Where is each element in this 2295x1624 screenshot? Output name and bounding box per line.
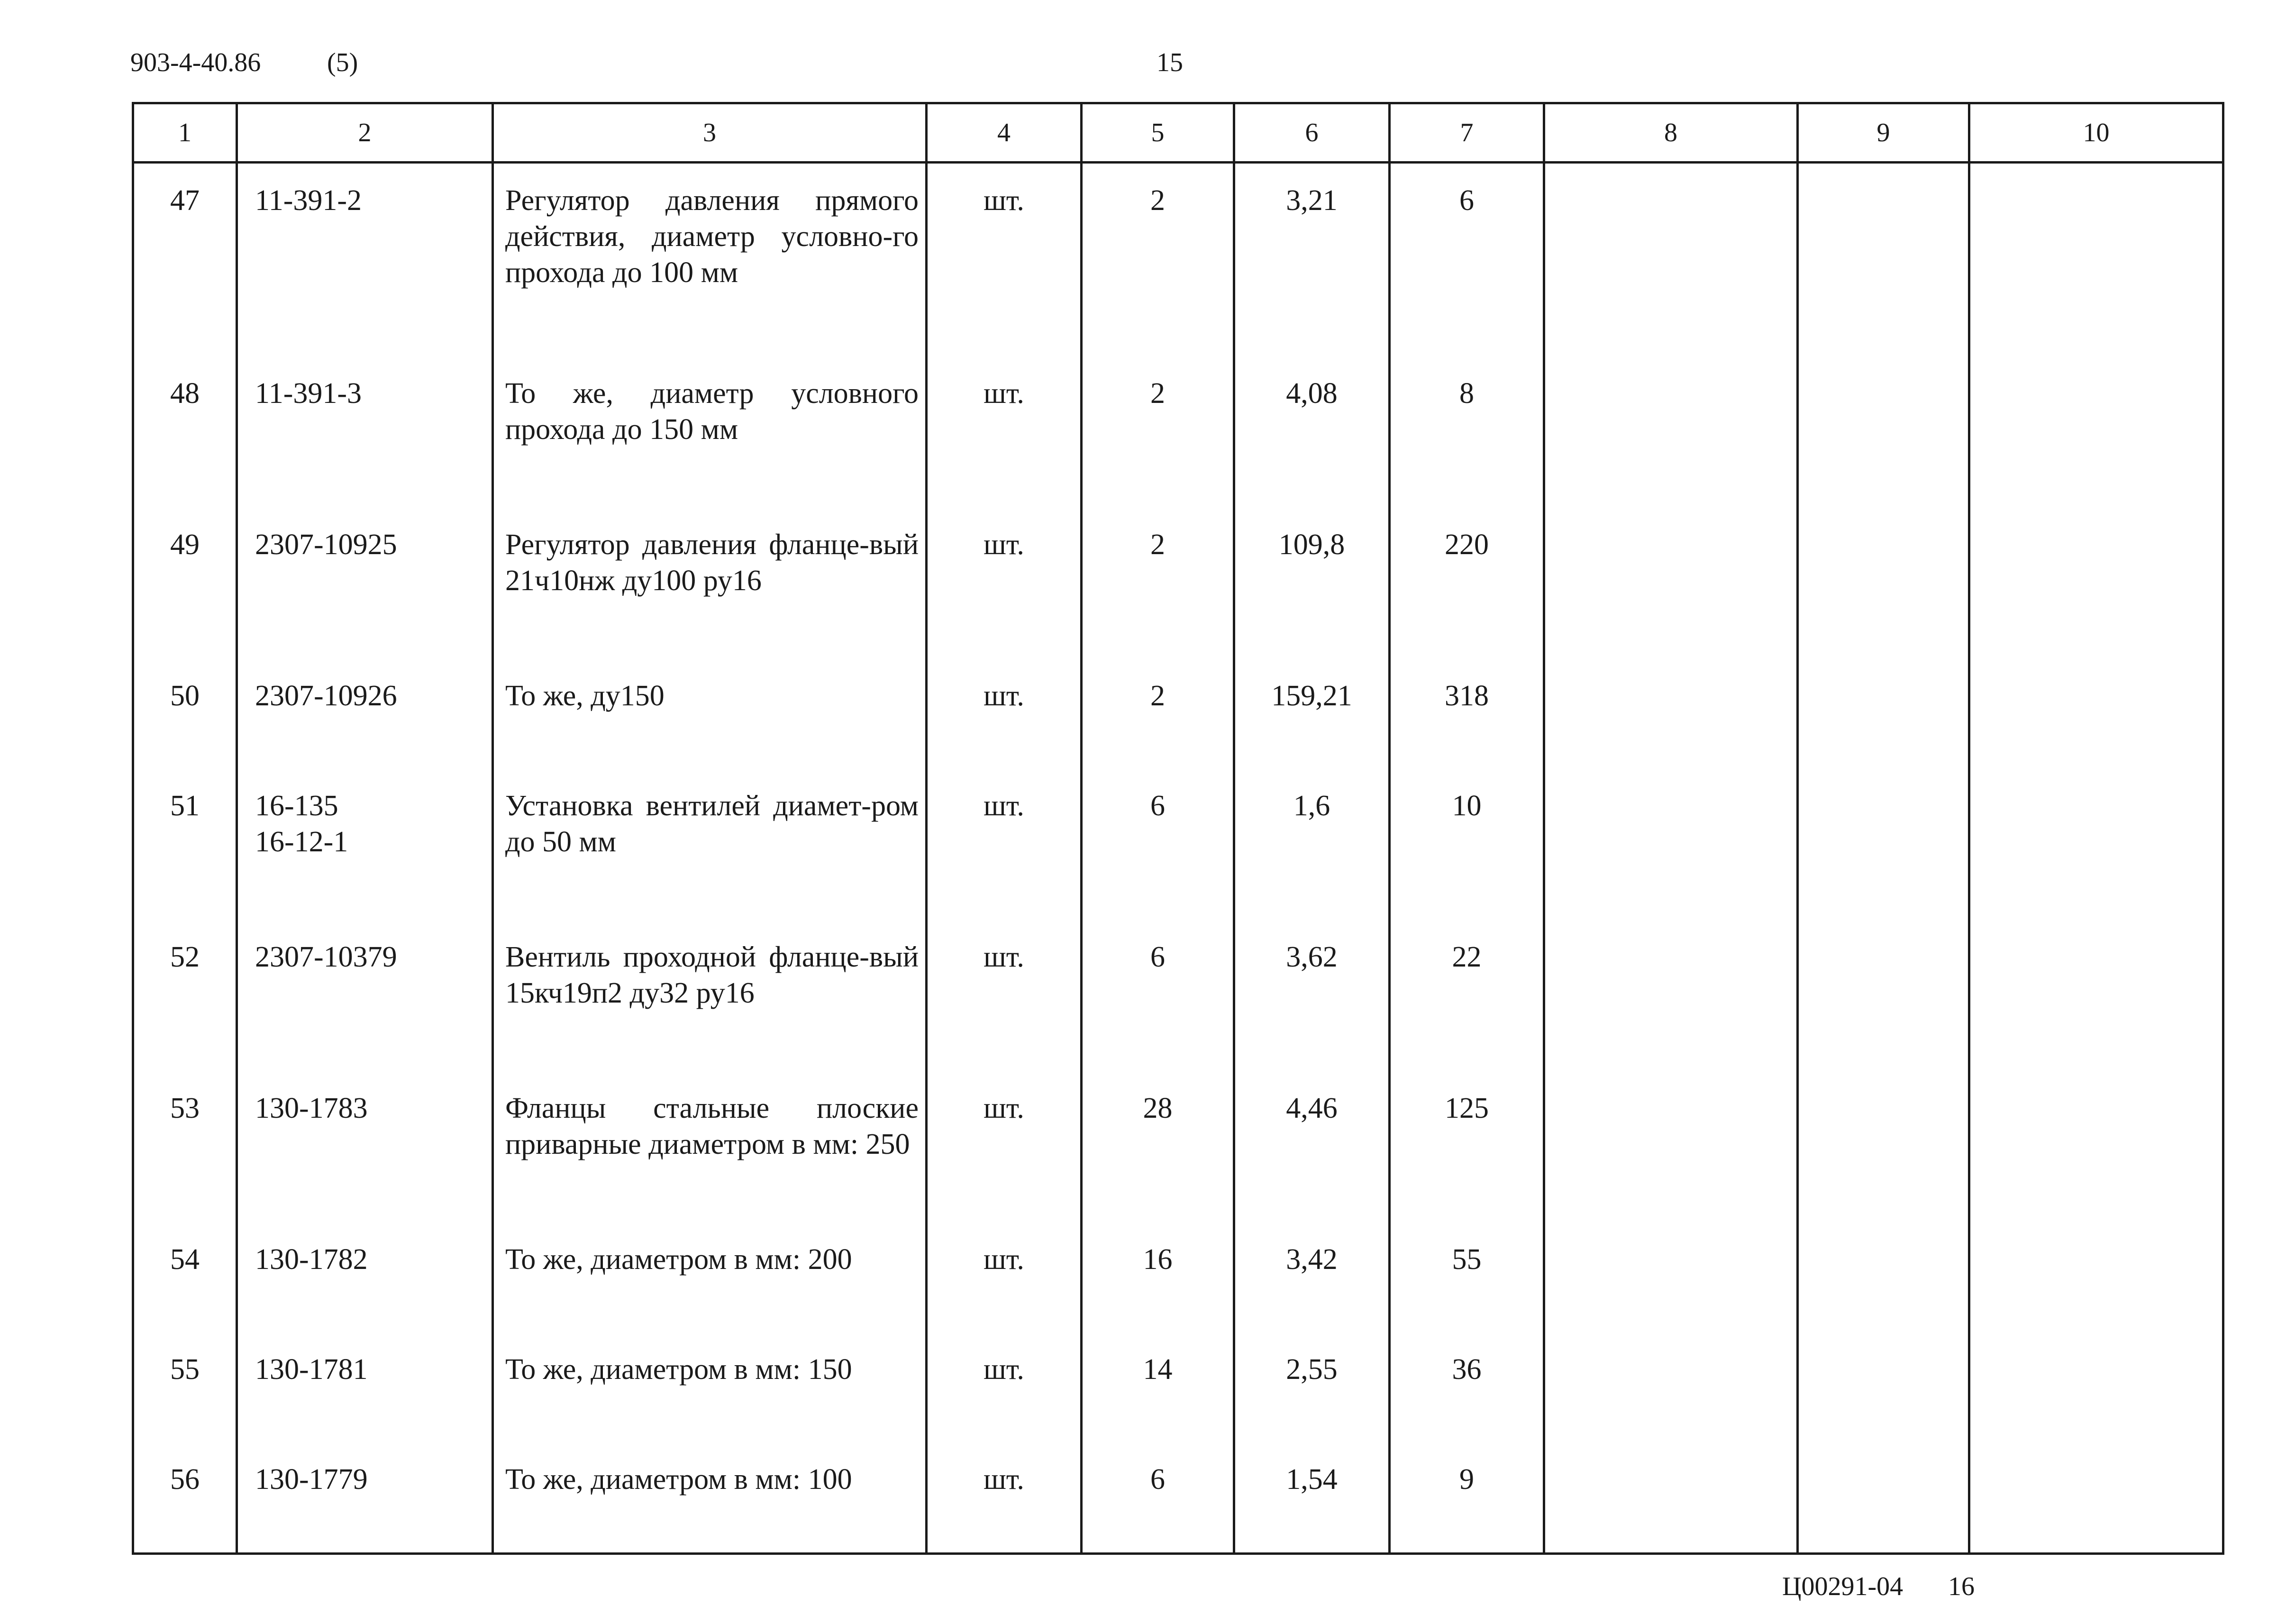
specification-table [132, 102, 2224, 1555]
table-row [133, 920, 2223, 1071]
row-number: 54 [133, 1223, 237, 1332]
row-col-8 [1544, 1071, 1798, 1223]
row-col-10 [1969, 920, 2223, 1071]
row-total: 9 [1390, 1442, 1544, 1552]
row-quantity: 16 [1082, 1223, 1234, 1332]
row-col-9 [1798, 1071, 1969, 1223]
table-row [133, 356, 2223, 508]
table-row [133, 659, 2223, 769]
row-total: 6 [1390, 163, 1544, 356]
row-price: 2,55 [1234, 1332, 1390, 1442]
row-total: 10 [1390, 769, 1544, 920]
column-header-row [133, 103, 2223, 163]
row-number: 50 [133, 659, 237, 769]
column-header-4: 4 [927, 103, 1082, 163]
row-col-9 [1798, 659, 1969, 769]
row-unit: шт. [927, 920, 1082, 1071]
row-col-10 [1969, 769, 2223, 920]
row-code: 11-391-3 [237, 356, 493, 508]
table-row [133, 1332, 2223, 1442]
row-col-8 [1544, 163, 1798, 356]
row-col-10 [1969, 163, 2223, 356]
row-quantity: 2 [1082, 163, 1234, 356]
row-name: Регулятор давления фланце-вый 21ч10нж ду100 ру16 [493, 508, 927, 659]
row-col-10 [1969, 1332, 2223, 1442]
row-name: Регулятор давления прямого действия, диаметр условно-го прохода до 100 мм [493, 163, 927, 356]
row-number: 47 [133, 163, 237, 356]
row-name: То же, диаметром в мм: 150 [493, 1332, 927, 1442]
row-total: 55 [1390, 1223, 1544, 1332]
row-name: То же, ду150 [493, 659, 927, 769]
column-header-2: 2 [237, 103, 493, 163]
row-quantity: 6 [1082, 920, 1234, 1071]
table-empty-space [133, 1552, 2223, 1554]
row-col-10 [1969, 356, 2223, 508]
row-unit: шт. [927, 769, 1082, 920]
row-price: 4,46 [1234, 1071, 1390, 1223]
row-number: 56 [133, 1442, 237, 1552]
row-number: 53 [133, 1071, 237, 1223]
page-header [0, 47, 2295, 90]
table-row [133, 163, 2223, 356]
page-number: 15 [1157, 48, 1183, 77]
row-name: Фланцы стальные плоские приварные диаметром в мм: 250 [493, 1071, 927, 1223]
table-row [133, 1223, 2223, 1332]
row-col-10 [1969, 1442, 2223, 1552]
row-col-8 [1544, 508, 1798, 659]
table-row [133, 508, 2223, 659]
row-price: 4,08 [1234, 356, 1390, 508]
row-quantity: 6 [1082, 769, 1234, 920]
row-col-10 [1969, 659, 2223, 769]
row-code: 130-1783 [237, 1071, 493, 1223]
row-col-9 [1798, 769, 1969, 920]
row-price: 1,54 [1234, 1442, 1390, 1552]
row-col-9 [1798, 163, 1969, 356]
row-price: 3,21 [1234, 163, 1390, 356]
row-col-10 [1969, 508, 2223, 659]
table-row [133, 1071, 2223, 1223]
row-quantity: 2 [1082, 659, 1234, 769]
row-col-9 [1798, 1442, 1969, 1552]
row-price: 109,8 [1234, 508, 1390, 659]
table-row [133, 1442, 2223, 1552]
row-unit: шт. [927, 163, 1082, 356]
row-quantity: 28 [1082, 1071, 1234, 1223]
table-row [133, 769, 2223, 920]
row-name: То же, диаметр условного прохода до 150 мм [493, 356, 927, 508]
row-code: 2307-10926 [237, 659, 493, 769]
row-col-8 [1544, 1223, 1798, 1332]
column-header-1: 1 [133, 103, 237, 163]
row-col-9 [1798, 1332, 1969, 1442]
row-unit: шт. [927, 1332, 1082, 1442]
sheet-number: (5) [327, 48, 358, 77]
row-col-8 [1544, 1332, 1798, 1442]
row-unit: шт. [927, 1223, 1082, 1332]
row-number: 51 [133, 769, 237, 920]
row-col-10 [1969, 1071, 2223, 1223]
page-footer [0, 1571, 2295, 1609]
row-code: 130-1782 [237, 1223, 493, 1332]
row-number: 52 [133, 920, 237, 1071]
row-col-9 [1798, 356, 1969, 508]
column-header-9: 9 [1798, 103, 1969, 163]
row-col-9 [1798, 508, 1969, 659]
row-col-8 [1544, 920, 1798, 1071]
row-col-9 [1798, 920, 1969, 1071]
row-quantity: 2 [1082, 356, 1234, 508]
row-unit: шт. [927, 1071, 1082, 1223]
row-number: 55 [133, 1332, 237, 1442]
row-quantity: 14 [1082, 1332, 1234, 1442]
row-unit: шт. [927, 356, 1082, 508]
row-total: 22 [1390, 920, 1544, 1071]
row-unit: шт. [927, 1442, 1082, 1552]
row-code: 11-391-2 [237, 163, 493, 356]
row-unit: шт. [927, 508, 1082, 659]
row-total: 36 [1390, 1332, 1544, 1442]
row-col-10 [1969, 1223, 2223, 1332]
row-unit: шт. [927, 659, 1082, 769]
column-header-5: 5 [1082, 103, 1234, 163]
document-code: 903-4-40.86 [130, 48, 261, 77]
footer-document-code: Ц00291-04 [1782, 1572, 1903, 1601]
table-body [133, 163, 2223, 1554]
row-price: 3,42 [1234, 1223, 1390, 1332]
row-quantity: 6 [1082, 1442, 1234, 1552]
row-code: 2307-10379 [237, 920, 493, 1071]
row-total: 318 [1390, 659, 1544, 769]
row-price: 1,6 [1234, 769, 1390, 920]
row-col-8 [1544, 1442, 1798, 1552]
row-name: Установка вентилей диамет-ром до 50 мм [493, 769, 927, 920]
row-name: То же, диаметром в мм: 100 [493, 1442, 927, 1552]
column-header-8: 8 [1544, 103, 1798, 163]
footer-page-number: 16 [1948, 1572, 1975, 1601]
row-col-8 [1544, 356, 1798, 508]
column-header-7: 7 [1390, 103, 1544, 163]
row-code: 130-1781 [237, 1332, 493, 1442]
row-number: 48 [133, 356, 237, 508]
row-col-8 [1544, 769, 1798, 920]
row-total: 125 [1390, 1071, 1544, 1223]
row-code: 130-1779 [237, 1442, 493, 1552]
row-total: 220 [1390, 508, 1544, 659]
row-code: 2307-10925 [237, 508, 493, 659]
row-name: Вентиль проходной фланце-вый 15кч19п2 ду32 ру16 [493, 920, 927, 1071]
row-price: 159,21 [1234, 659, 1390, 769]
row-col-9 [1798, 1223, 1969, 1332]
row-number: 49 [133, 508, 237, 659]
row-name: То же, диаметром в мм: 200 [493, 1223, 927, 1332]
column-header-6: 6 [1234, 103, 1390, 163]
row-price: 3,62 [1234, 920, 1390, 1071]
row-code: 16-135 16-12-1 [237, 769, 493, 920]
row-total: 8 [1390, 356, 1544, 508]
column-header-10: 10 [1969, 103, 2223, 163]
column-header-3: 3 [493, 103, 927, 163]
row-quantity: 2 [1082, 508, 1234, 659]
row-col-8 [1544, 659, 1798, 769]
